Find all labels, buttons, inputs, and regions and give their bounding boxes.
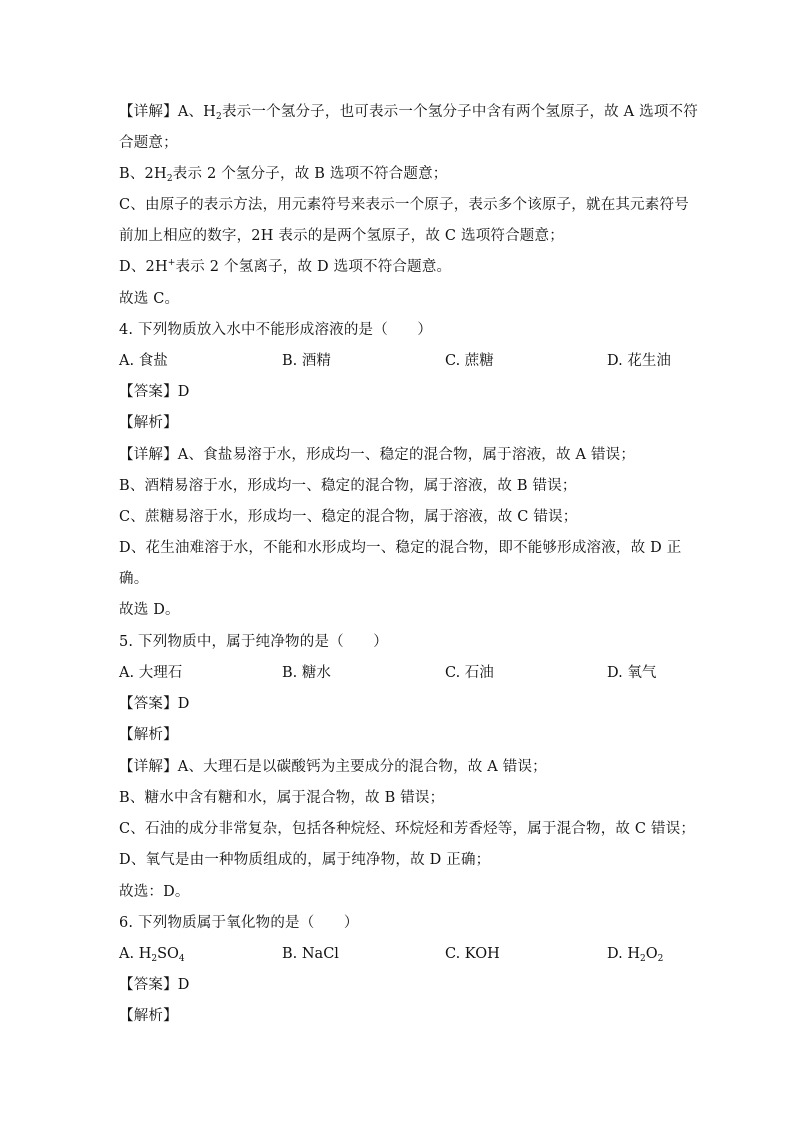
q5-answer: 【答案】D	[119, 696, 190, 712]
q4-detail-3: C、蔗糖易溶于水，形成均一、稳定的混合物，属于溶液，故 C 错误；	[119, 509, 578, 525]
q4-stem: 4. 下列物质放入水中不能形成溶液的是（ ）	[119, 322, 433, 338]
q4-option-c: C. 蔗糖	[445, 353, 494, 369]
q3-detail-c2: 前加上相应的数字，2H 表示的是两个氢原子，故 C 选项符合题意；	[119, 228, 564, 244]
q4-option-a: A. 食盐	[119, 353, 168, 369]
q3-choose: 故选 C。	[119, 291, 180, 307]
q4-option-d: D. 花生油	[607, 353, 671, 369]
q5-analysis: 【解析】	[119, 727, 178, 743]
q3-detail-b: B、$2H_2$表示 2 个氢分子，故 B 选项不符合题意；	[119, 166, 448, 184]
q5-detail-1: 【详解】A、大理石是以碳酸钙为主要成分的混合物，故 A 错误；	[119, 759, 547, 775]
q6-option-c: C. KOH	[445, 946, 500, 962]
q6-option-d: D. $H_2O_2$	[607, 946, 664, 964]
q3-detail-d: D、2H+表示 2 个氢离子，故 D 选项不符合题意。	[119, 258, 452, 275]
q6-option-a: A. $H_2SO_4$	[119, 946, 185, 964]
q4-answer: 【答案】D	[119, 384, 190, 400]
q6-option-b: B. NaCl	[282, 946, 339, 962]
q6-stem: 6. 下列物质属于氧化物的是（ ）	[119, 915, 359, 931]
q5-detail-2: B、糖水中含有糖和水，属于混合物，故 B 错误；	[119, 790, 445, 806]
q6-answer: 【答案】D	[119, 977, 190, 993]
q4-analysis: 【解析】	[119, 415, 178, 431]
q6-analysis: 【解析】	[119, 1008, 178, 1024]
q4-detail-1: 【详解】A、食盐易溶于水，形成均一、稳定的混合物，属于溶液，故 A 错误；	[119, 447, 636, 463]
q5-stem: 5. 下列物质中，属于纯净物的是（ ）	[119, 634, 388, 650]
q5-detail-4: D、氧气是由一种物质组成的，属于纯净物，故 D 正确；	[119, 852, 491, 868]
q3-detail-a: 【详解】A、$H_2$表示一个氢分子，也可表示一个氢分子中含有两个氢原子，故 A 选项不符	[119, 104, 698, 122]
q5-option-b: B. 糖水	[282, 665, 331, 681]
q5-option-c: C. 石油	[445, 665, 494, 681]
q5-option-a: A. 大理石	[119, 665, 183, 681]
q3-detail-a-cont: 合题意；	[119, 135, 178, 151]
q4-choose: 故选 D。	[119, 602, 180, 618]
q4-detail-5: 确。	[119, 571, 149, 587]
q5-choose: 故选：D。	[119, 884, 190, 900]
q4-detail-2: B、酒精易溶于水，形成均一、稳定的混合物，属于溶液，故 B 错误；	[119, 478, 577, 494]
q5-option-d: D. 氧气	[607, 665, 657, 681]
q4-detail-4: D、花生油难溶于水，不能和水形成均一、稳定的混合物，即不能够形成溶液，故 D 正	[119, 540, 682, 556]
q5-detail-3: C、石油的成分非常复杂，包括各种烷烃、环烷烃和芳香烃等，属于混合物，故 C 错误；	[119, 821, 696, 837]
q4-option-b: B. 酒精	[282, 353, 331, 369]
q3-detail-c1: C、由原子的表示方法，用元素符号来表示一个原子，表示多个该原子，就在其元素符号	[119, 197, 689, 213]
